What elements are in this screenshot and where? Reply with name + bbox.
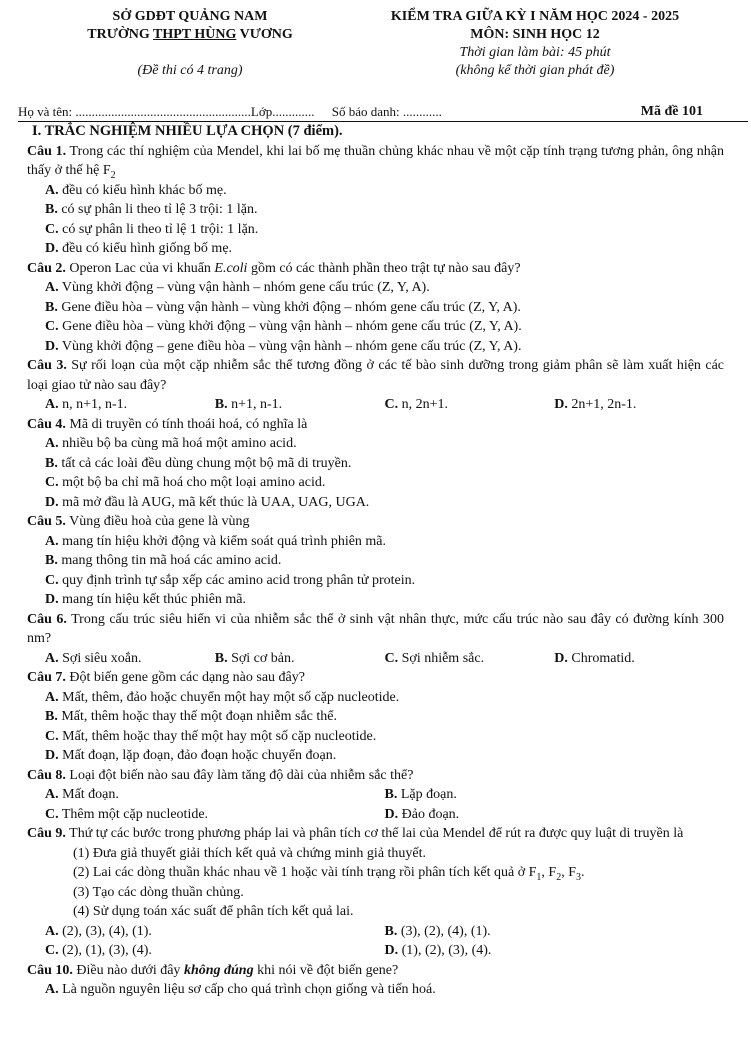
q3-option-c: C. n, 2n+1. (384, 397, 449, 412)
q3-option-a: A. n, n+1, n-1. (45, 397, 128, 412)
q6-options (45, 649, 724, 669)
q8-option-d: D. Đảo đoạn. (384, 806, 460, 822)
q2-option-c: C. Gene điều hòa – vùng khởi động – vùng vận hành – nhóm gene cấu trúc (Z, Y, A). (45, 319, 522, 334)
question-2: Câu 2. Operon Lac của vi khuẩn E.coli gồm có các thành phần theo trật tự nào sau đây? (27, 260, 521, 276)
question-3: Câu 3. Sự rối loạn của một cặp nhiễm sắc thể tương đồng ở các tế bào sinh dưỡng trong giảm phân sẽ làm xuất hiện các loại giao tử nào sau đây? (27, 358, 724, 393)
q5-option-a: A. mang tín hiệu khởi động và kiểm soát quá trình phiên mã. (45, 533, 387, 549)
q10-option-a: A. Là nguồn nguyên liệu sơ cấp cho quá trình chọn giống và tiến hoá. (45, 982, 436, 997)
exam-info-block (340, 8, 730, 80)
q9-option-c: C. (2), (1), (3), (4). (45, 943, 152, 958)
q9-step-4: (4) Sử dụng toán xác suất để phân tích kết quả lai. (73, 904, 354, 919)
q4-option-b: B. tất cả các loài đều dùng chung một bộ mã di truyền. (45, 455, 352, 471)
exam-code: Mã đề 101 (640, 104, 703, 119)
q1-option-c: C. có sự phân li theo tỉ lệ 1 trội: 1 lặn. (45, 221, 259, 237)
q3-options (45, 395, 724, 415)
q2-option-a: A. Vùng khởi động – vùng vận hành – nhóm gene cấu trúc (Z, Y, A). (45, 280, 430, 295)
q2-option-d: D. Vùng khởi động – gene điều hòa – vùng vận hành – nhóm gene cấu trúc (Z, Y, A). (45, 338, 522, 354)
q8-options-row2 (45, 805, 724, 825)
q7-option-a: A. Mất, thêm, đảo hoặc chuyển một hay một số cặp nucleotide. (45, 689, 400, 705)
time-note: (không kể thời gian phát đề) (455, 63, 615, 78)
q9-option-b: B. (3), (2), (4), (1). (384, 923, 491, 939)
q6-option-a: A. Sợi siêu xoắn. (45, 650, 142, 666)
question-6: Câu 6. Trong cấu trúc siêu hiển vi của nhiễm sắc thể ở sinh vật nhân thực, mức cấu trúc nào sau đây có đường kính 300 nm? (27, 611, 724, 646)
q8-option-a: A. Mất đoạn. (45, 787, 119, 802)
student-id-label: Số báo danh: ............ (331, 104, 442, 119)
q1-option-d: D. đều có kiểu hình giống bố mẹ. (45, 241, 233, 256)
q6-option-d: D. Chromatid. (554, 650, 635, 666)
q4-option-d: D. mã mở đầu là AUG, mã kết thúc là UAA, UAG, UGA. (45, 494, 370, 510)
q4-option-c: C. một bộ ba chỉ mã hoá cho một loại amino acid. (45, 475, 326, 490)
q8-options-row1 (45, 785, 724, 805)
exam-title: KIỂM TRA GIỮA KỲ I NĂM HỌC 2024 - 2025 (390, 9, 680, 24)
q7-option-b: B. Mất, thêm hoặc thay thế một đoạn nhiễm sắc thể. (45, 709, 337, 724)
q1-option-b: B. có sự phân li theo tỉ lệ 3 trội: 1 lặn. (45, 202, 258, 217)
student-info-line (18, 103, 748, 121)
question-5: Câu 5. Vùng điều hoà của gene là vùng (27, 514, 250, 529)
department-name: SỞ GDĐT QUẢNG NAM (112, 9, 268, 24)
q8-option-c: C. Thêm một cặp nucleotide. (45, 806, 209, 822)
q9-step-1: (1) Đưa giả thuyết giải thích kết quả và chứng minh giả thuyết. (73, 845, 427, 861)
q8-option-b: B. Lặp đoạn. (384, 787, 457, 802)
q3-option-b: B. n+1, n-1. (214, 397, 283, 412)
question-9: Câu 9. Thứ tự các bước trong phương pháp lai và phân tích cơ thể lai của Mendel để rút ra được quy luật di truyền là (27, 826, 684, 841)
q9-options-row1 (45, 922, 724, 942)
q3-option-d: D. 2n+1, 2n-1. (554, 397, 637, 412)
q5-option-b: B. mang thông tin mã hoá các amino acid. (45, 553, 282, 568)
exam-body (27, 122, 724, 1000)
q9-options-row2 (45, 941, 724, 961)
q9-option-a: A. (2), (3), (4), (1). (45, 923, 152, 939)
q1-option-a: A. đều có kiểu hình khác bố mẹ. (45, 182, 227, 198)
section-title: I. TRẮC NGHIỆM NHIỀU LỰA CHỌN (7 điểm). (32, 123, 343, 139)
question-10: Câu 10. Điều nào dưới đây không đúng khi nói về đột biến gene? (27, 962, 399, 978)
school-name: TRƯỜNG THPT HÙNG VƯƠNG (87, 27, 293, 42)
q9-step-3: (3) Tạo các dòng thuần chủng. (73, 884, 244, 900)
q9-step-2: (2) Lai các dòng thuần khác nhau về 1 hoặc vài tính trạng rồi phân tích kết quả ở $F_1$, $F_2$, $F_3$. (73, 865, 585, 883)
q7-option-d: D. Mất đoạn, lặp đoạn, đảo đoạn hoặc chuyển đoạn. (45, 748, 337, 763)
page-count-note: (Đề thi có 4 trang) (137, 63, 243, 78)
time-limit: Thời gian làm bài: 45 phút (459, 45, 611, 60)
subject-name: MÔN: SINH HỌC 12 (470, 27, 600, 42)
q6-option-b: B. Sợi cơ bản. (214, 650, 295, 666)
school-block (40, 8, 340, 80)
q4-option-a: A. nhiều bộ ba cùng mã hoá một amino acid. (45, 436, 297, 451)
question-8: Câu 8. Loại đột biến nào sau đây làm tăng độ dài của nhiễm sắc thể? (27, 767, 414, 783)
q6-option-c: C. Sợi nhiễm sắc. (384, 650, 485, 666)
name-class-label: Họ và tên: ......................................................Lớp............. (18, 104, 315, 119)
question-4: Câu 4. Mã di truyền có tính thoái hoá, có nghĩa là (27, 416, 308, 432)
exam-header (0, 8, 751, 98)
q7-option-c: C. Mất, thêm hoặc thay thế một hay một số cặp nucleotide. (45, 728, 377, 744)
q9-option-d: D. (1), (2), (3), (4). (384, 943, 492, 958)
q2-option-b: B. Gene điều hòa – vùng vận hành – vùng khởi động – nhóm gene cấu trúc (Z, Y, A). (45, 299, 521, 315)
q5-option-d: D. mang tín hiệu kết thúc phiên mã. (45, 592, 247, 607)
q5-option-c: C. quy định trình tự sắp xếp các amino acid trong phân tử protein. (45, 572, 416, 588)
question-7: Câu 7. Đột biến gene gồm các dạng nào sau đây? (27, 670, 305, 685)
question-1: Câu 1. Trong các thí nghiệm của Mendel, khi lai bố mẹ thuần chủng khác nhau về một cặp tính trạng tương phản, ông nhận thấy ở thế hệ $F_2$ (27, 143, 724, 181)
